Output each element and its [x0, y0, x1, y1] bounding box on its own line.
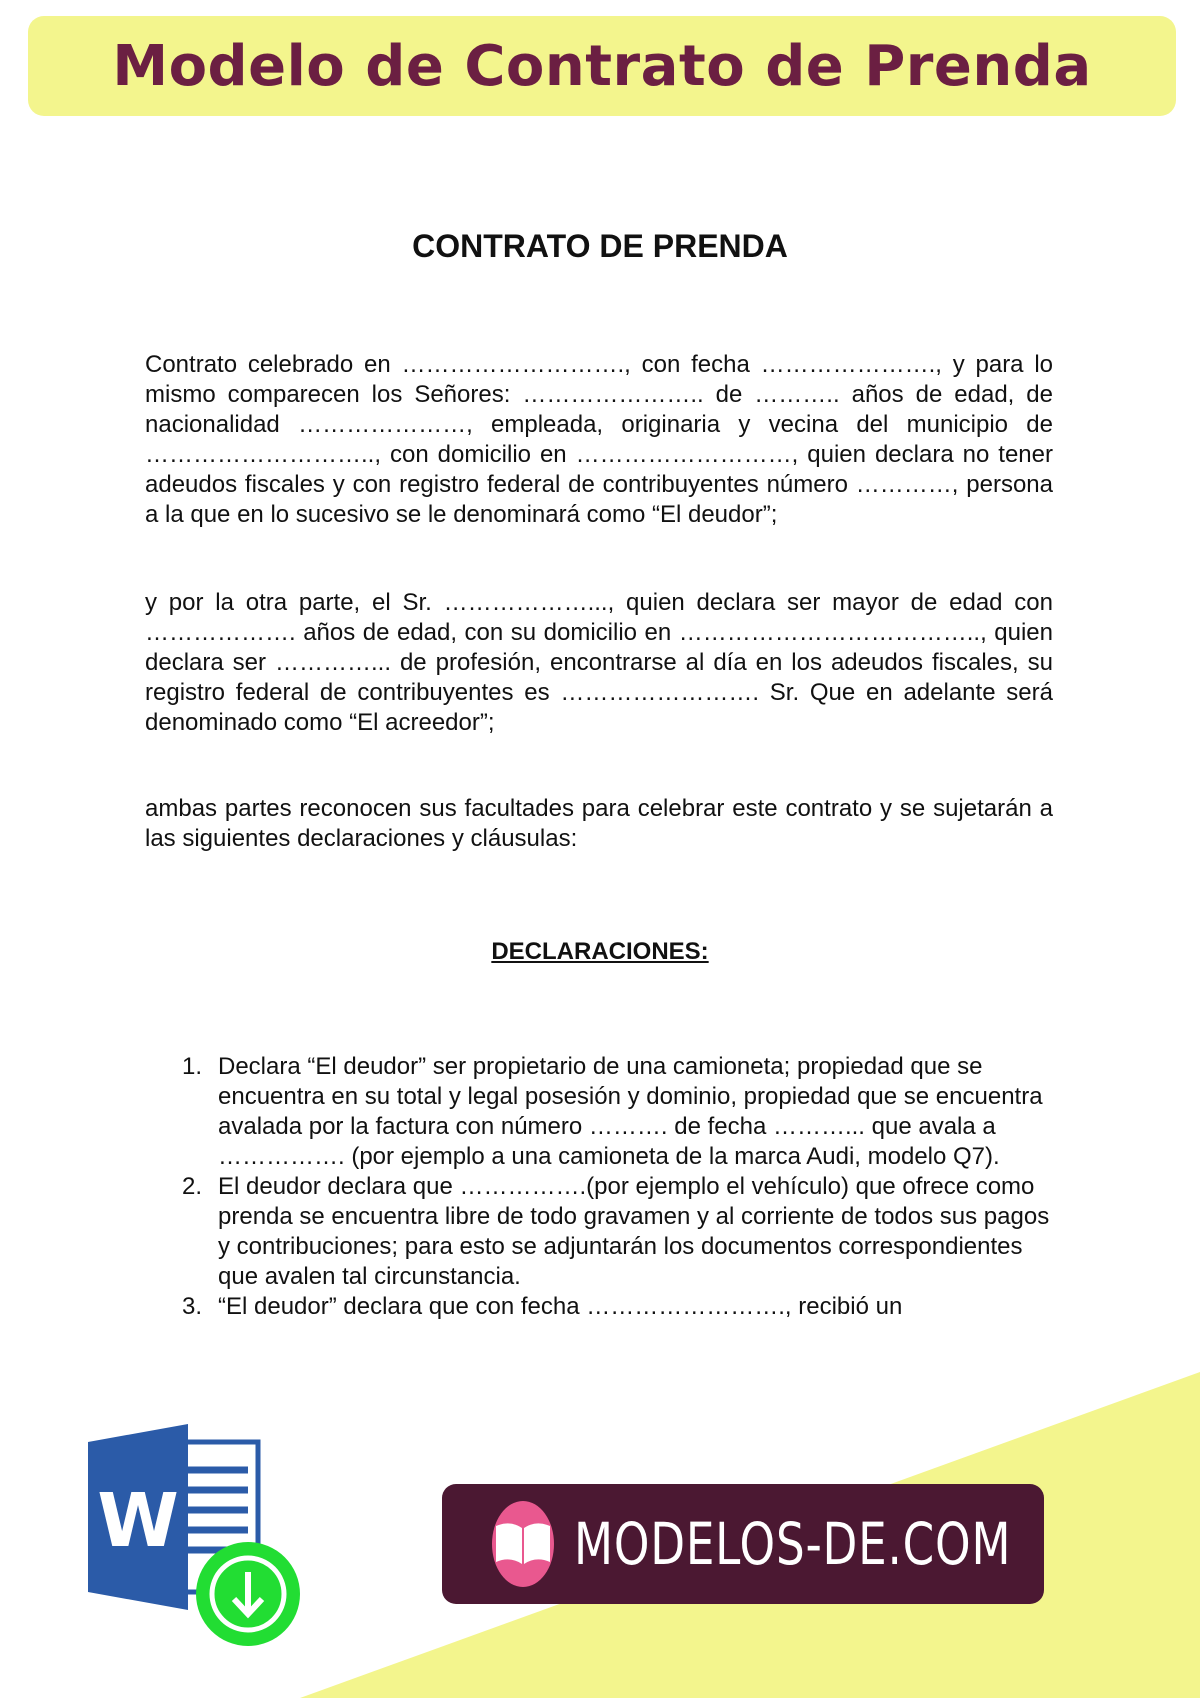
list-item-text: Declara “El deudor” ser propietario de una camioneta; propiedad que se encuentra en su total y legal posesión y dominio, propiedad que se encuentra avalada por la factura con número ………. de fecha ………... que avala a ……………. (por ejemplo a una camioneta de la marca Audi, modelo Q7).	[218, 1053, 1043, 1170]
banner-title: Modelo de Contrato de Prenda	[112, 33, 1092, 99]
paragraph-facultades: ambas partes reconocen sus facultades para celebrar este contrato y se sujetarán a las siguientes declaraciones y cláusulas:	[145, 795, 1053, 852]
list-item-number: 3.	[182, 1293, 203, 1320]
word-download-icon[interactable]	[88, 1424, 308, 1654]
paragraph-acreedor: y por la otra parte, el Sr. ………………..., quien declara ser mayor de edad con ………………. años de edad, con su domicilio en ……………………………….., quien declara ser …………... de profesión, encontrarse al día en los adeudos fiscales, su registro federal de contribuyentes es ……………………. Sr. Que en adelante será denominado como “El acreedor”;	[145, 589, 1053, 736]
paragraph-deudor: Contrato celebrado en ………………………., con fecha …………………., y para lo mismo comparecen los Señores: ………………….. de ……….. años de edad, de nacionalidad …………………, empleada, originaria y vecina del municipio de ……………………….., con domicilio en ………………………, quien declara no tener adeudos fiscales y con registro federal de contribuyentes número …………, persona a la que en lo sucesivo se le denominará como “El deudor”;	[145, 351, 1053, 528]
list-item	[182, 1172, 1062, 1292]
svg-text:W: W	[97, 1478, 179, 1564]
declarations-list	[182, 1052, 1062, 1322]
list-item-number: 1.	[182, 1053, 203, 1080]
open-book-icon	[492, 1501, 554, 1587]
list-item-number: 2.	[182, 1173, 203, 1200]
section-heading-declaraciones: DECLARACIONES:	[491, 938, 709, 965]
title-banner	[28, 16, 1176, 116]
list-item	[182, 1052, 1062, 1172]
list-item-text: “El deudor” declara que con fecha ……………………., recibió un	[218, 1293, 903, 1320]
list-item	[182, 1292, 1062, 1322]
document-title: CONTRATO DE PRENDA	[412, 228, 788, 264]
list-item-text: El deudor declara que …………….(por ejemplo el vehículo) que ofrece como prenda se encuentra libre de todo gravamen y al corriente de todos sus pagos y contribuciones; para esto se adjuntarán los documentos correspondientes que avalen tal circunstancia.	[218, 1173, 1050, 1290]
brand-logo-banner[interactable]	[442, 1484, 1044, 1604]
brand-text: MODELOS-DE.COM	[574, 1510, 1012, 1578]
